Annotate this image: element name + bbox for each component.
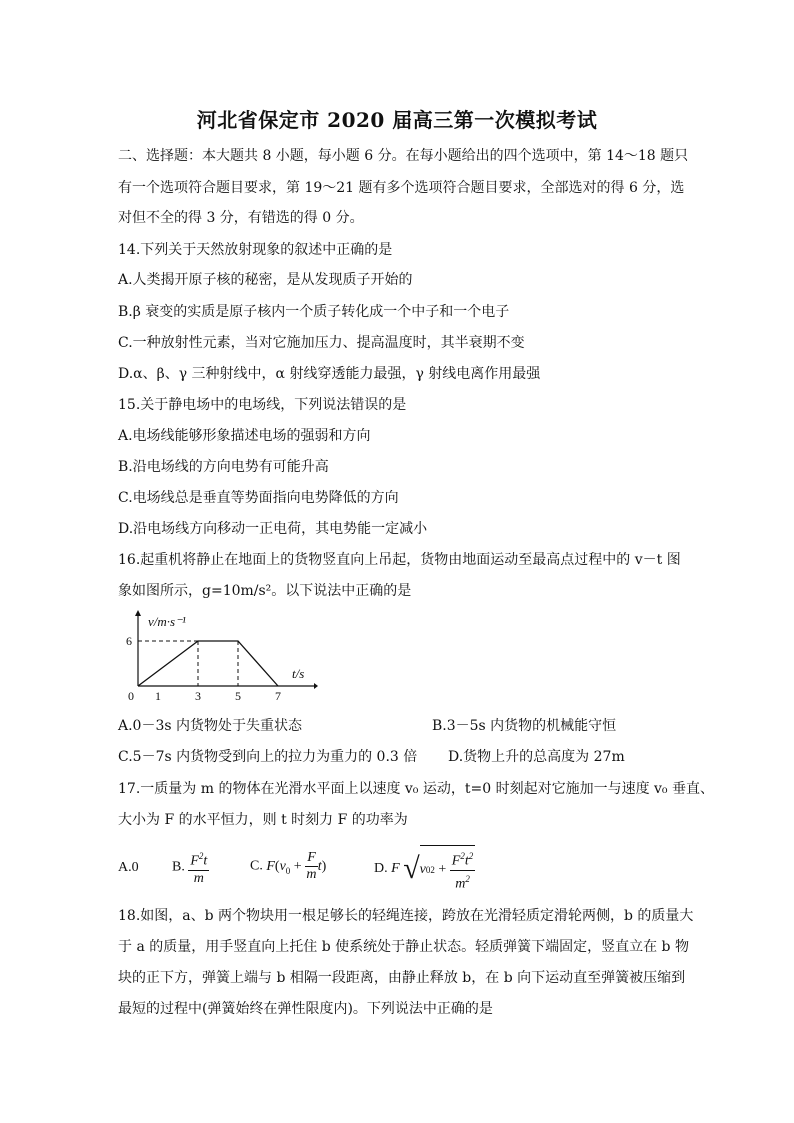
q17-option-c-formula: $F(v_0$ + $\frac{F}{m}$ t) [266,850,327,882]
q18-line-4: 最短的过程中(弹簧始终在弹性限度内)。下列说法中正确的是 [118,1001,493,1017]
q16-option-b: B.3－5s 内货物的机械能守恒 [432,718,617,734]
q15-option-b: B.沿电场线的方向电势有可能升高 [118,459,329,475]
q17-option-b [172,848,209,887]
q14-option-d: D.α、β、γ 三种射线中，α 射线穿透能力最强，γ 射线电离作用最强 [118,366,541,382]
q18-line-3: 块的正下方，弹簧上端与 b 相隔一段距离，由静止释放 b，在 b 向下运动直至弹簧被压缩到 [118,970,686,986]
q14-option-a: A.人类揭开原子核的秘密，是从发现质子开始的 [118,272,413,288]
intro-line-3: 对但不全的得 3 分，有错选的得 0 分。 [118,210,364,226]
exam-title: 河北省保定市 2020 届高三第一次模拟考试 [196,108,598,132]
intro-line-2: 有一个选项符合题目要求，第 19～21 题有多个选项符合题目要求，全部选对的得 6 分，选 [118,180,685,196]
y-tick-label: 6 [126,634,132,648]
q16-option-d: D.货物上升的总高度为 27m [448,749,625,765]
vt-line [138,641,278,686]
q14-stem: 14.下列关于天然放射现象的叙述中正确的是 [118,242,393,258]
q18-line-1: 18.如图，a、b 两个物块用一根足够长的轻绳连接，跨放在光滑轻质定滑轮两侧，b 的质量大 [118,908,694,924]
q17-option-c [250,850,326,883]
x-tick-label: 7 [275,689,281,703]
q16-stem-line-1: 16.起重机将静止在地面上的货物竖直向上吊起，货物由地面运动至最高点过程中的 v－t 图 [118,552,681,568]
q17-option-b-label: B. [172,859,185,875]
x-tick-label: 0 [128,689,134,703]
q17-option-d [374,845,475,892]
q17-option-d-label: D. [374,860,388,876]
x-tick-label: 3 [195,689,201,703]
vt-ticks [126,634,281,703]
intro-line-1: 二、选择题：本大题共 8 小题，每小题 6 分。在每小题给出的四个选项中，第 14～18 题只 [118,148,689,164]
vt-xlabel: t/s [292,666,305,681]
q17-option-a: A.0 [118,860,139,875]
q16-option-a: A.0－3s 内货物处于失重状态 [118,718,303,734]
vt-ylabel: v/m·s⁻¹ [148,614,186,629]
q14-option-b: B.β 衰变的实质是原子核内一个质子转化成一个中子和一个电子 [118,304,510,320]
q16-option-c: C.5－7s 内货物受到向上的拉力为重力的 0.3 倍 [118,749,418,765]
q17-option-d-formula: F √ v 0 2 + $F^2t^2$ $m^2$ [391,861,475,876]
q17-stem-line-1: 17.一质量为 m 的物体在光滑水平面上以速度 v₀ 运动，t=0 时刻起对它施加一与速度 v₀ 垂直、 [118,781,714,797]
x-axis-arrow [314,683,318,689]
q17-option-c-label: C. [250,858,263,874]
q15-stem: 15.关于静电场中的电场线，下列说法错误的是 [118,397,407,413]
q15-option-c: C.电场线总是垂直等势面指向电势降低的方向 [118,490,399,506]
y-axis-arrow [135,610,141,616]
q17-option-b-formula: $\frac{F^2t}{m}$ [188,848,209,887]
q14-option-c: C.一种放射性元素，当对它施加压力、提高温度时，其半衰期不变 [118,335,525,351]
q15-option-d: D.沿电场线方向移动一正电荷，其电势能一定减小 [118,521,428,537]
q18-line-2: 于 a 的质量，用手竖直向上托住 b 使系统处于静止状态。轻质弹簧下端固定，竖直立在 b 物 [118,939,689,955]
vt-graph [118,608,318,708]
q15-option-a: A.电场线能够形象描述电场的强弱和方向 [118,428,371,444]
x-tick-label: 5 [235,689,241,703]
x-tick-label: 1 [155,689,161,703]
series-line [138,641,278,686]
q16-stem-line-2: 象如图所示，g=10m/s²。以下说法中正确的是 [118,583,412,599]
q17-stem-line-2: 大小为 F 的水平恒力，则 t 时刻力 F 的功率为 [118,812,408,828]
